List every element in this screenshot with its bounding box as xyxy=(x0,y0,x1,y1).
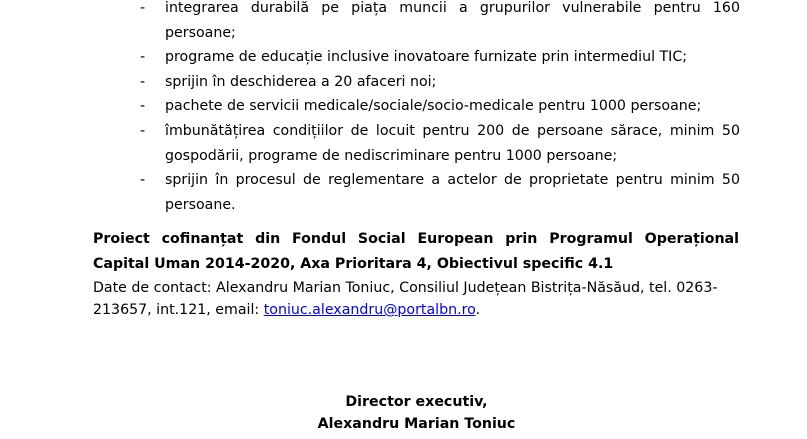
list-item-text: pachete de servicii medicale/sociale/socio-medicale pentru 1000 persoane; xyxy=(165,98,702,115)
bullet-dash: - xyxy=(140,172,146,189)
list-item xyxy=(140,94,740,119)
list-item xyxy=(140,70,740,95)
email-link[interactable]: toniuc.alexandru@portalbn.ro xyxy=(263,302,476,318)
signature-name-text: Alexandru Marian Toniuc xyxy=(317,416,516,432)
list-item-text: integrarea durabilă pe piața muncii a grupurilor vulnerabile pentru 160 persoane; xyxy=(165,0,740,41)
signature-role xyxy=(0,392,807,412)
bullet-dash: - xyxy=(140,73,146,90)
bullet-dash: - xyxy=(140,0,146,16)
contact-end: . xyxy=(475,302,481,318)
list-item-text: sprijin în deschiderea a 20 afaceri noi; xyxy=(165,73,437,90)
objectives-list xyxy=(140,0,740,217)
bullet-dash: - xyxy=(140,98,146,115)
list-item xyxy=(140,45,740,70)
bullet-dash: - xyxy=(140,49,146,66)
signature-name xyxy=(0,414,807,434)
list-item-text: îmbunătățirea condițiilor de locuit pentru 200 de persoane sărace, minim 50 gospodării, programe de nediscriminare pentru 1000 persoane; xyxy=(165,122,740,164)
bullet-dash: - xyxy=(140,122,146,139)
contact-details xyxy=(93,277,739,321)
signature-role-text: Director executiv, xyxy=(345,394,488,410)
list-item xyxy=(140,119,740,168)
list-item-text: programe de educație inclusive inovatoare furnizate prin intermediul TIC; xyxy=(165,49,688,66)
contact-text: Date de contact: Alexandru Marian Toniuc, Consiliul Județean Bistrița-Năsăud, tel. 0263-213657, int.121, email: xyxy=(93,280,718,318)
project-funding-statement: Proiect cofinanțat din Fondul Social European prin Programul Operațional Capital Uman 2014-2020, Axa Prioritara 4, Obiectivul specific 4.1 xyxy=(93,231,739,272)
list-item xyxy=(140,0,740,45)
list-item-text: sprijin în procesul de reglementare a actelor de proprietate pentru minim 50 persoane. xyxy=(165,172,740,213)
list-item xyxy=(140,168,740,217)
